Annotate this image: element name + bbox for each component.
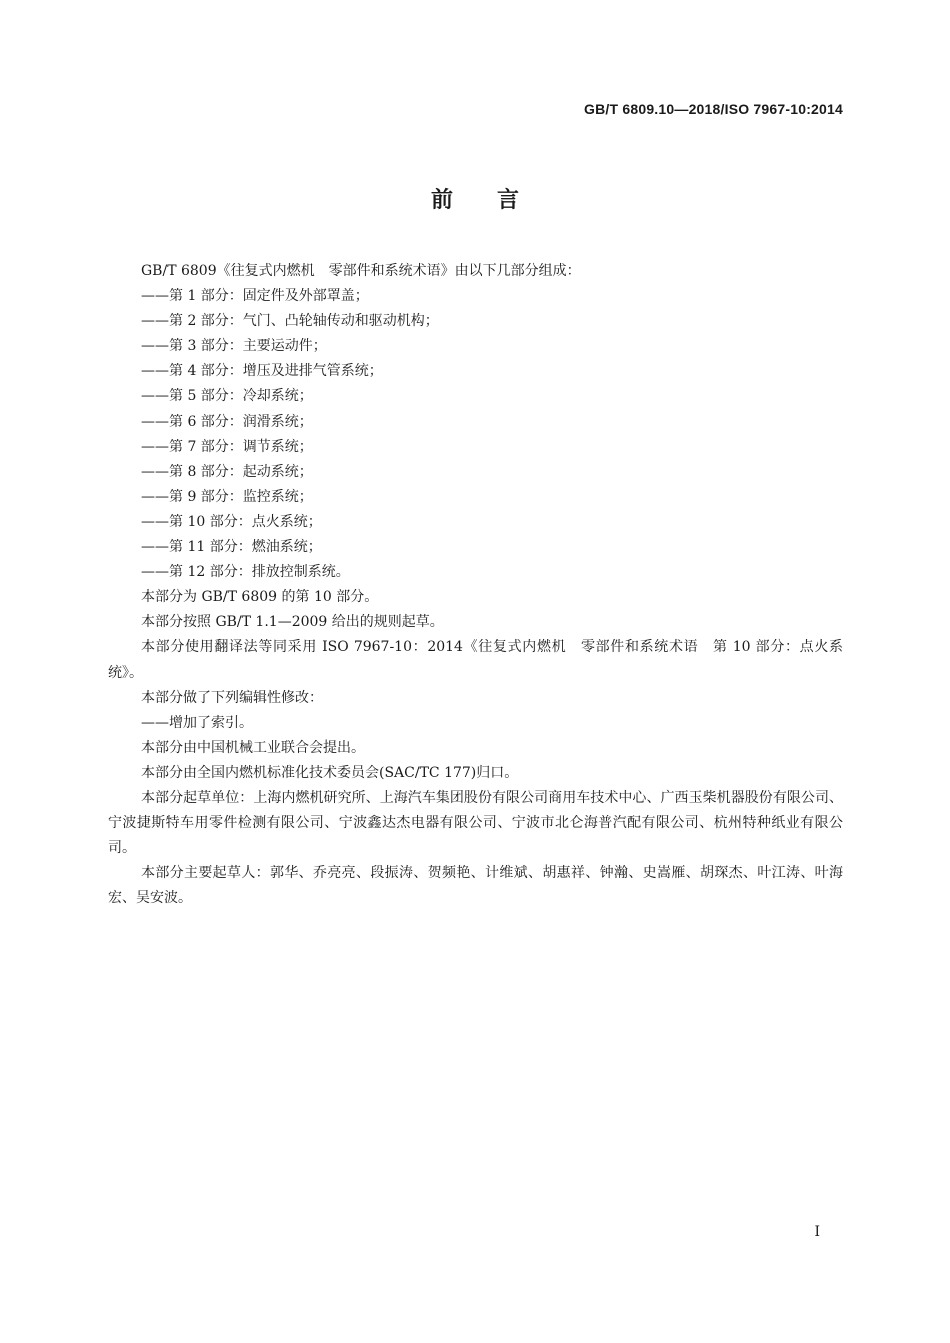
list-item: ——第 3 部分：主要运动件； [141,338,327,355]
page-number: I [814,1224,820,1240]
list-item: ——第 5 部分：冷却系统； [141,388,313,405]
intro-paragraph: GB/T 6809《往复式内燃机 零部件和系统术语》由以下几部分组成： [141,263,581,279]
drafting-units-paragraph: 本部分起草单位：上海内燃机研究所、上海汽车集团股份有限公司商用车技术中心、广西玉柴机器股份有限公司、宁波捷斯特车用零件检测有限公司、宁波鑫达杰电器有限公司、宁波市北仑海普汽配有限公司、杭州特种纸业有限公司。 [108,789,843,857]
drafting-rules-paragraph: 本部分按照 GB/T 1.1—2009 给出的规则起草。 [141,614,444,631]
committee-paragraph: 本部分由全国内燃机标准化技术委员会(SAC/TC 177)归口。 [141,764,519,781]
document-body [108,259,843,911]
list-item: ——第 12 部分：排放控制系统。 [141,564,350,581]
list-item: ——第 1 部分：固定件及外部罩盖； [141,288,369,305]
list-item: ——第 2 部分：气门、凸轮轴传动和驱动机构； [141,313,439,330]
editorial-changes-paragraph: 本部分做了下列编辑性修改： [141,689,323,706]
parts-list [108,284,843,585]
list-item: ——第 7 部分：调节系统； [141,438,313,455]
list-item: ——第 9 部分：监控系统； [141,488,313,505]
editorial-change-item: ——增加了索引。 [141,714,253,731]
list-item: ——第 10 部分：点火系统； [141,513,322,530]
page-title: 前言 [430,188,563,213]
proposer-paragraph: 本部分由中国机械工业联合会提出。 [141,739,365,756]
list-item: ——第 8 部分：起动系统； [141,463,313,480]
standard-code: GB/T 6809.10—2018/ISO 7967-10:2014 [584,101,843,117]
part-number-paragraph: 本部分为 GB/T 6809 的第 10 部分。 [141,589,379,606]
drafters-paragraph: 本部分主要起草人：郭华、乔亮亮、段振涛、贺频艳、计维斌、胡惠祥、钟瀚、史嵩雁、胡琛杰、叶江涛、叶海宏、吴安波。 [108,865,843,907]
list-item: ——第 4 部分：增压及进排气管系统； [141,363,383,380]
adoption-paragraph: 本部分使用翻译法等同采用 ISO 7967-10：2014《往复式内燃机 零部件和系统术语 第 10 部分：点火系统》。 [108,639,843,681]
list-item: ——第 6 部分：润滑系统； [141,413,313,430]
list-item: ——第 11 部分：燃油系统； [141,539,322,556]
